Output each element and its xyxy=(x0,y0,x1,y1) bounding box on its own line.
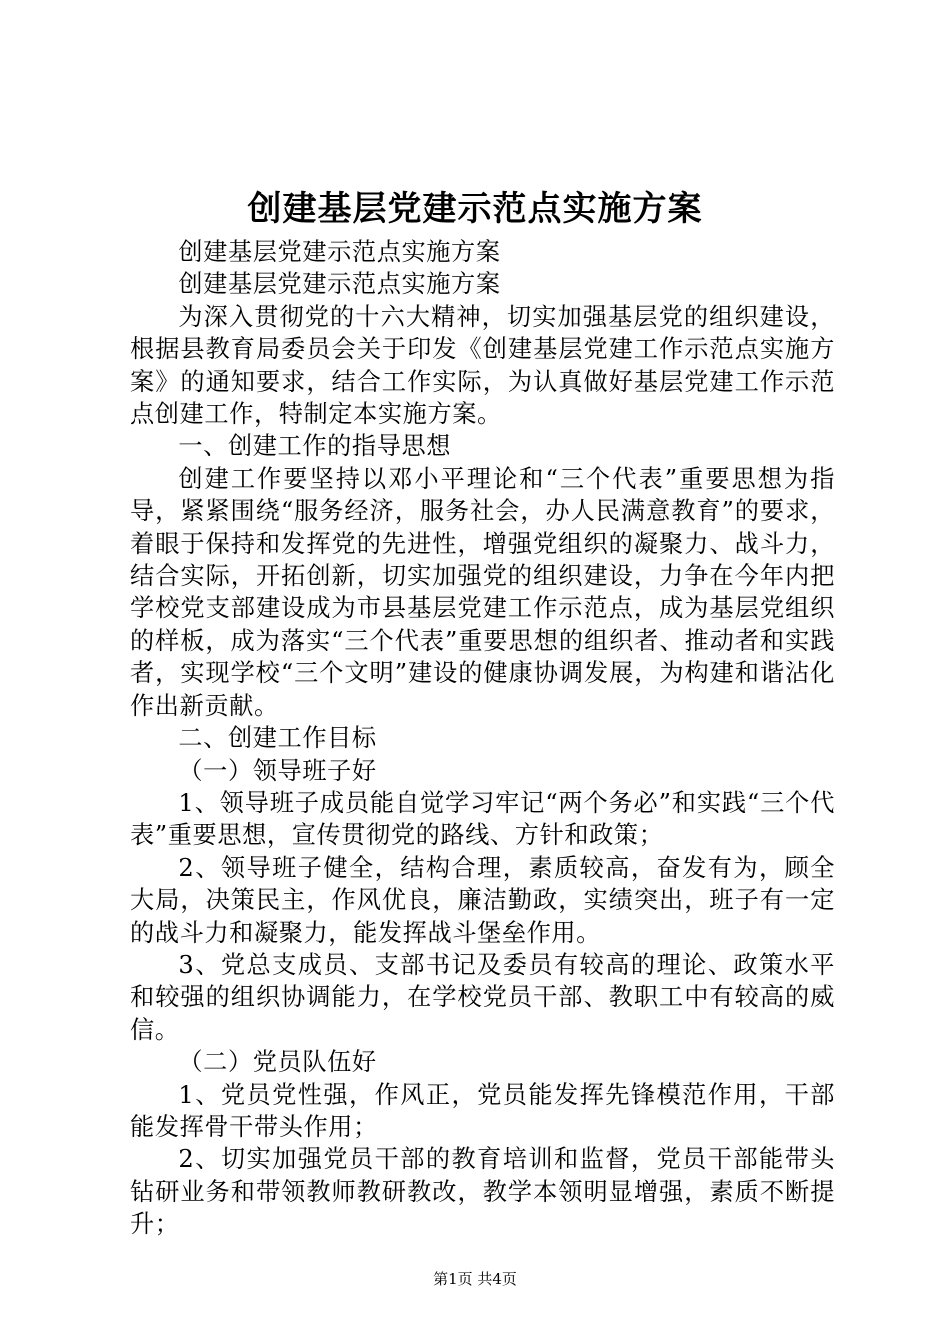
list-item-members-2: 2、切实加强党员干部的教育培训和监督，党员干部能带头钻研业务和带领教师教研教改，教学本领明显增强，素质不断提升； xyxy=(130,1145,835,1239)
list-item-members-1: 1、党员党性强，作风正，党员能发挥先锋模范作用，干部能发挥骨干带头作用； xyxy=(130,1080,835,1141)
paragraph-intro: 为深入贯彻党的十六大精神，切实加强基层党的组织建设，根据县教育局委员会关于印发《创建基层党建工作示范点实施方案》的通知要求，结合工作实际，为认真做好基层党建工作示范点创建工作，特制定本实施方案。 xyxy=(130,302,835,429)
list-item-leadership-1: 1、领导班子成员能自觉学习牢记“两个务必”和实践“三个代表”重要思想，宣传贯彻党的路线、方针和政策； xyxy=(130,788,835,850)
document-body xyxy=(130,236,835,1241)
paragraph-subtitle-2: 创建基层党建示范点实施方案 xyxy=(178,270,501,299)
page-footer: 第1页 共4页 xyxy=(433,1270,517,1288)
list-item-leadership-2: 2、领导班子健全，结构合理，素质较高，奋发有为，顾全大局，决策民主，作风优良，廉洁勤政，实绩突出，班子有一定的战斗力和凝聚力，能发挥战斗堡垒作用。 xyxy=(130,853,835,947)
subsection-heading-members: （二）党员队伍好 xyxy=(178,1048,377,1077)
paragraph-guiding-thought: 创建工作要坚持以邓小平理论和“三个代表”重要思想为指导，紧紧围绕“服务经济，服务社会，办人民满意教育”的要求，着眼于保持和发挥党的先进性，增强党组织的凝聚力、战斗力，结合实际，开拓创新，切实加强党的组织建设，力争在今年内把学校党支部建设成为市县基层党建工作示范点，成为基层党组织的样板，成为落实“三个代表”重要思想的组织者、推动者和实践者，实现学校“三个文明”建设的健康协调发展，为构建和谐沾化作出新贡献。 xyxy=(130,464,835,720)
list-item-leadership-3: 3、党总支成员、支部书记及委员有较高的理论、政策水平和较强的组织协调能力，在学校党员干部、教职工中有较高的威信。 xyxy=(130,950,835,1044)
document-title: 创建基层党建示范点实施方案 xyxy=(247,189,703,229)
section-heading-goals: 二、创建工作目标 xyxy=(178,724,377,753)
paragraph-subtitle-1: 创建基层党建示范点实施方案 xyxy=(178,238,501,266)
section-heading-guiding-thought: 一、创建工作的指导思想 xyxy=(178,432,452,461)
subsection-heading-leadership: （一）领导班子好 xyxy=(178,756,377,785)
